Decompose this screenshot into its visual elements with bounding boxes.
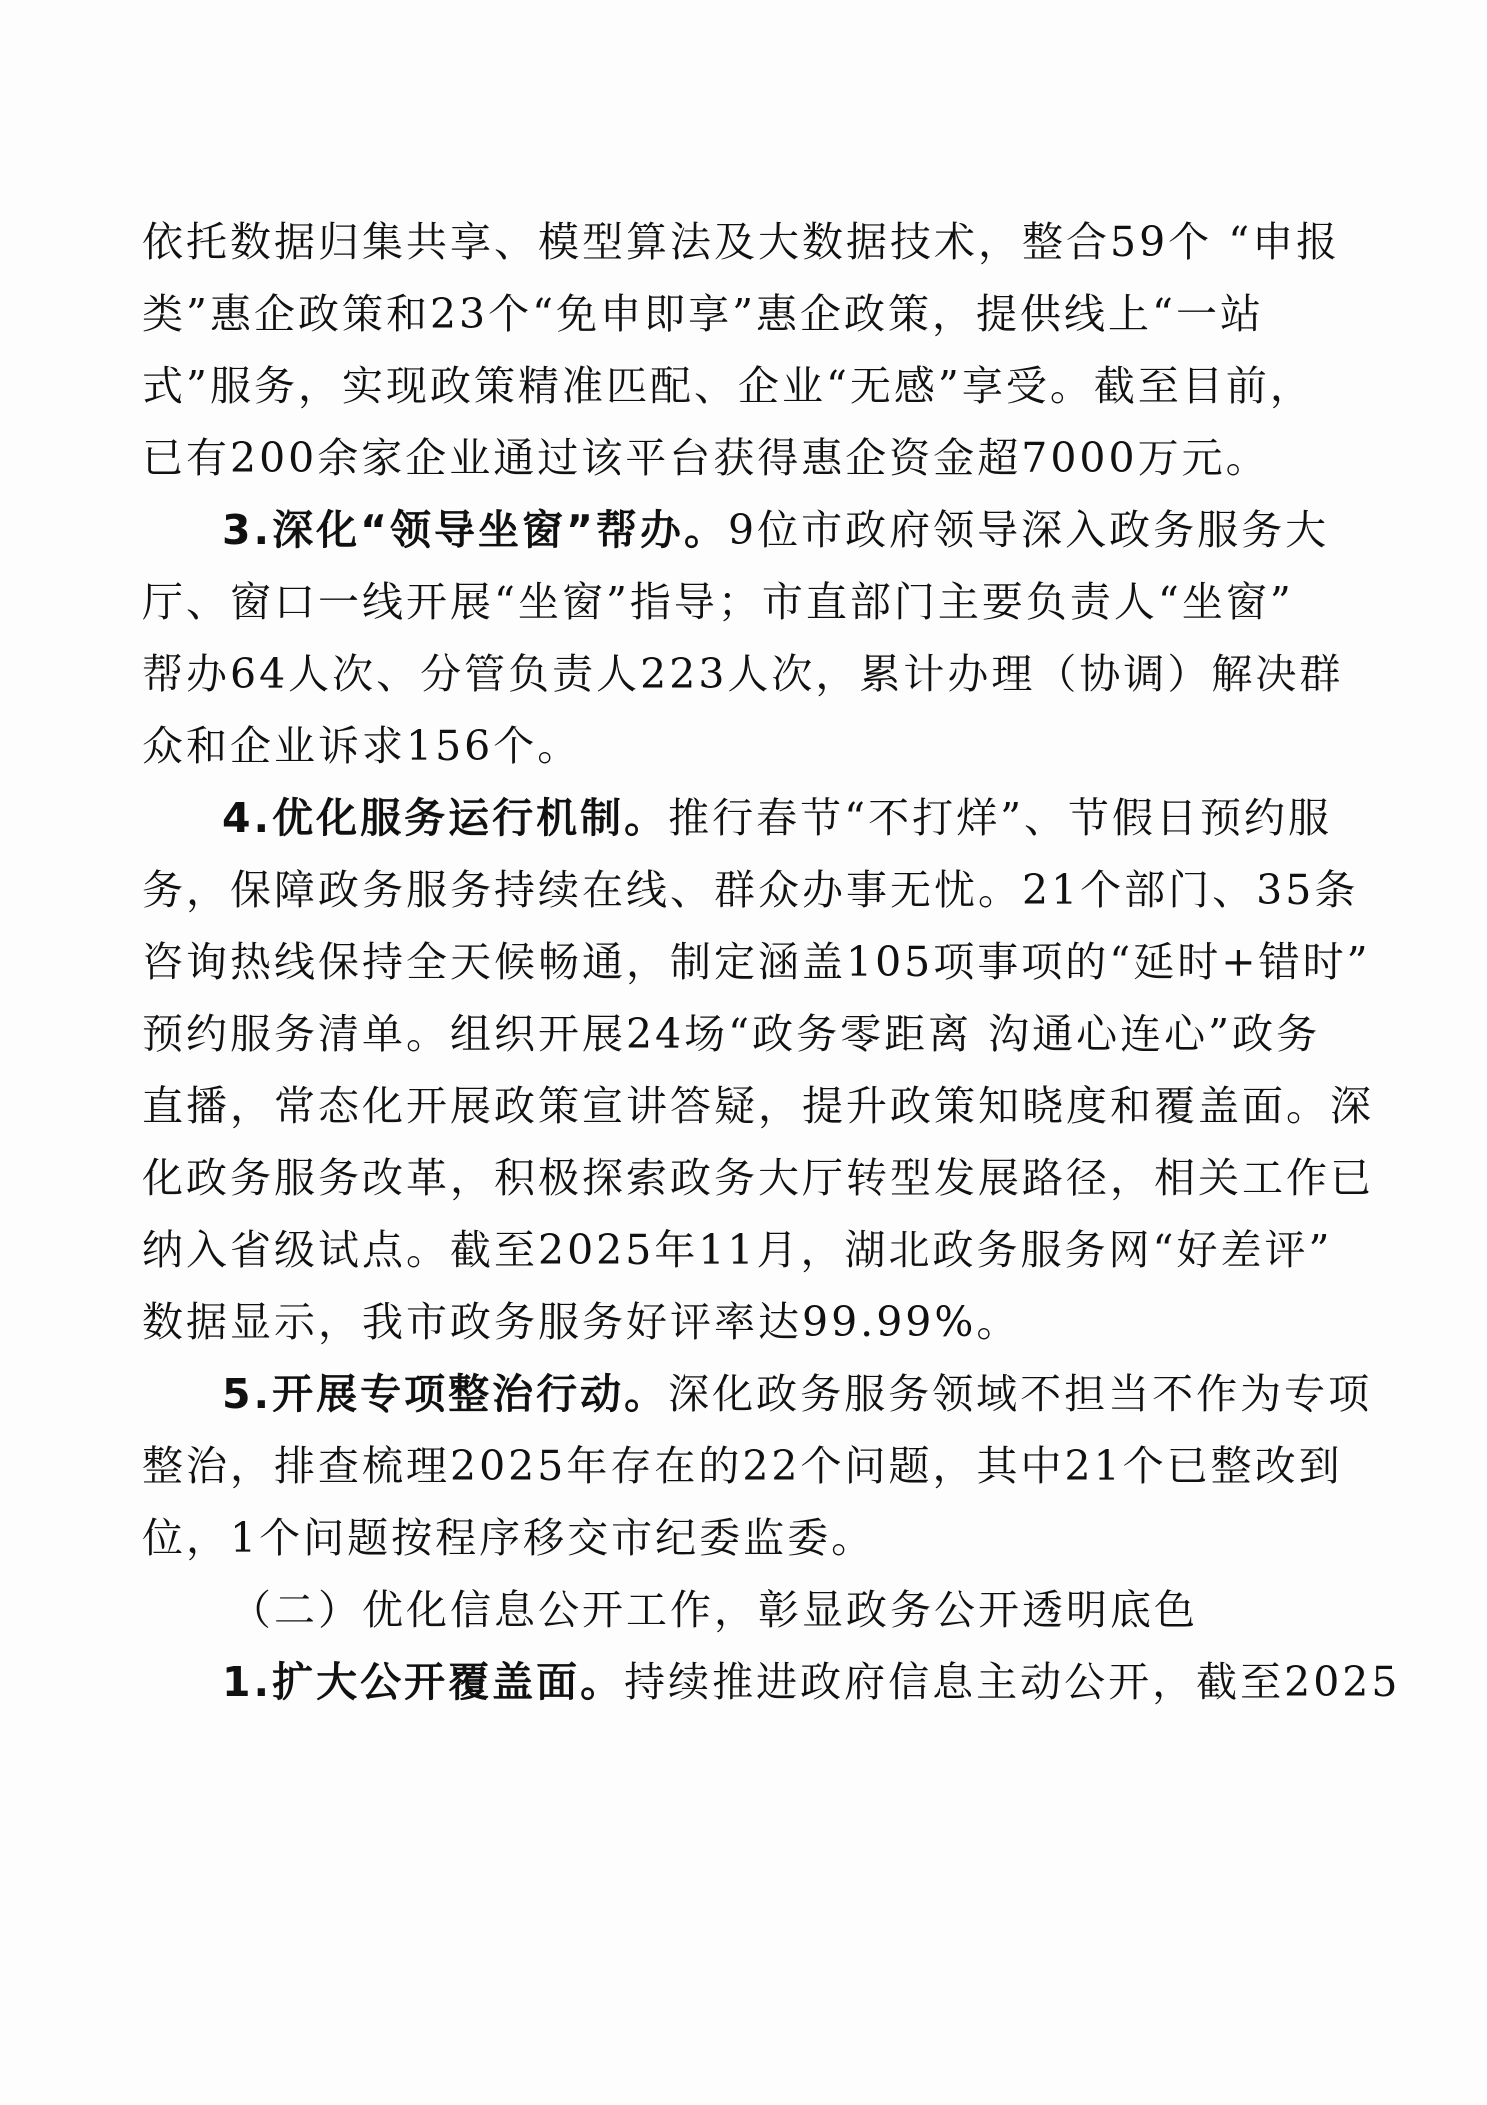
item-4-heading: 4.优化服务运行机制。 — [222, 794, 669, 842]
item-5-first-text: 深化政务服务领域不担当不作为专项 — [668, 1370, 1373, 1418]
item-3-line-3: 帮办64人次、分管负责人223人次，累计办理（协调）解决群 — [142, 650, 1344, 698]
body-line-3: 式”服务，实现政策精准匹配、企业“无感”享受。截至目前， — [142, 362, 1314, 410]
item-4-line-7: 纳入省级试点。截至2025年11月，湖北政务服务网“好差评” — [142, 1226, 1333, 1274]
body-line-2: 类”惠企政策和23个“免申即享”惠企政策，提供线上“一站 — [142, 290, 1265, 338]
item-5-line-2: 整治，排查梳理2025年存在的22个问题，其中21个已整改到 — [142, 1442, 1343, 1490]
item-5-heading: 5.开展专项整治行动。 — [222, 1370, 669, 1418]
item-4-line-6: 化政务服务改革，积极探索政务大厅转型发展路径，相关工作已 — [142, 1154, 1374, 1202]
item-3-heading: 3.深化“领导坐窗”帮办。 — [222, 506, 728, 554]
item-4-first-text: 推行春节“不打烊”、节假日预约服 — [668, 794, 1333, 842]
item-4-line-5: 直播，常态化开展政策宣讲答疑，提升政策知晓度和覆盖面。深 — [142, 1082, 1374, 1130]
item-4-line-4: 预约服务清单。组织开展24场“政务零距离 沟通心连心”政务 — [142, 1010, 1321, 1058]
item-1b-heading: 1.扩大公开覆盖面。 — [222, 1658, 625, 1706]
item-3-line-4: 众和企业诉求156个。 — [142, 722, 582, 770]
item-1b-first-line — [222, 1658, 1401, 1706]
item-4-line-3: 咨询热线保持全天候畅通，制定涵盖105项事项的“延时+错时” — [142, 938, 1371, 986]
section-2-heading: （二）优化信息公开工作，彰显政务公开透明底色 — [230, 1586, 1198, 1634]
item-3-first-line — [222, 506, 1330, 554]
body-line-1: 依托数据归集共享、模型算法及大数据技术，整合59个 “申报 — [142, 218, 1341, 266]
item-4-first-line — [222, 794, 1333, 842]
item-5-first-line — [222, 1370, 1373, 1418]
item-4-line-8: 数据显示，我市政务服务好评率达99.99%。 — [142, 1298, 1021, 1346]
item-3-first-text: 9位市政府领导深入政务服务大 — [728, 506, 1330, 554]
body-line-4: 已有200余家企业通过该平台获得惠企资金超7000万元。 — [142, 434, 1270, 482]
item-4-line-2: 务，保障政务服务持续在线、群众办事无忧。21个部门、35条 — [142, 866, 1359, 914]
item-5-line-3: 位，1个问题按程序移交市纪委监委。 — [142, 1514, 876, 1562]
item-3-line-2: 厅、窗口一线开展“坐窗”指导；市直部门主要负责人“坐窗” — [142, 578, 1294, 626]
item-1b-first-text: 持续推进政府信息主动公开，截至2025 — [624, 1658, 1401, 1706]
